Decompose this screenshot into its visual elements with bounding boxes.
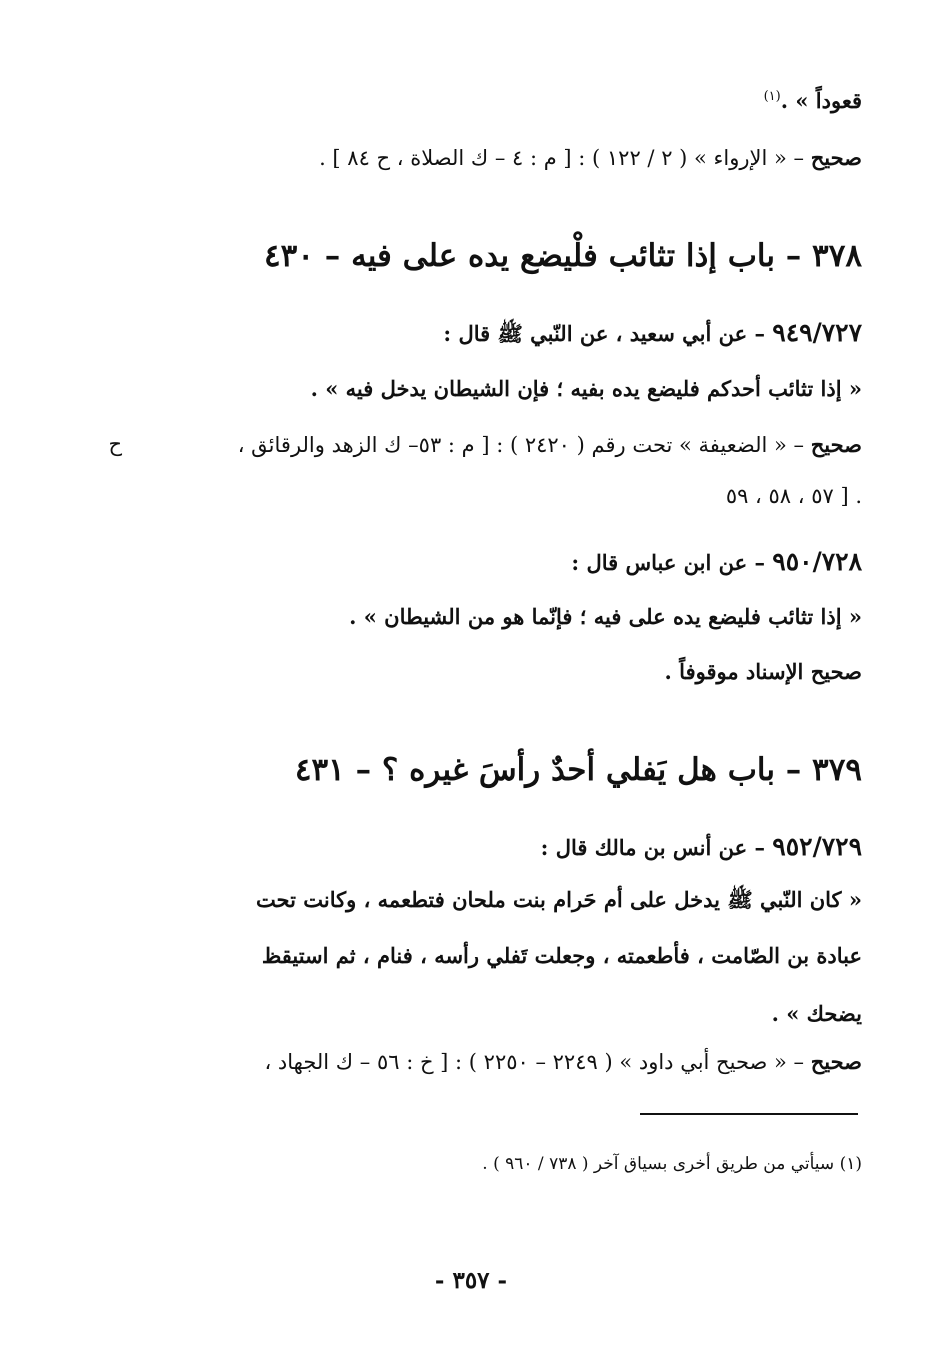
hadith-matn: يضحك » . — [771, 1001, 862, 1026]
hadith-number: ٩٥٢/٧٢٩ — [772, 832, 862, 861]
hadith-matn: « إذا تثائب أحدكم فليضع يده بفيه ؛ فإن الشيطان يدخل فيه » . — [310, 376, 862, 401]
hadith-header-729 — [541, 832, 862, 862]
grading-source: – « الإرواء » ( ٢ / ١٢٢ ) : [ م : ٤ – ك الصلاة ، ح ٨٤ ] . — [319, 146, 811, 170]
grading-line — [264, 1049, 862, 1075]
grading-line — [319, 145, 862, 171]
hadith-matn: عبادة بن الصّامت ، فأطعمته ، وجعلت تَفلي رأسه ، فنام ، ثم استيقظ — [261, 943, 862, 968]
hadith-matn: « إذا تثائب فليضع يده على فيه ؛ فإنّما هو من الشيطان » . — [349, 604, 862, 629]
hadith-isnad: – عن ابن عباس قال : — [571, 550, 773, 575]
grading-hadith-marker: ح — [108, 432, 122, 456]
grading-source: – « الضعيفة » تحت رقم ( ٢٤٢٠ ) : [ م : ٥٣– ك الزهد والرقائق ، — [237, 433, 811, 457]
hadith-matn: « كان النّبي ﷺ يدخل على أم حَرام بنت ملحان فتطعمه ، وكانت تحت — [255, 887, 862, 912]
grading-line: صحيح الإسناد موقوفاً . — [664, 659, 862, 684]
grading-label: صحيح — [810, 432, 862, 457]
footnote-divider — [640, 1113, 858, 1115]
footnote-ref: (١) — [763, 89, 781, 104]
hadith-header-728 — [571, 547, 862, 577]
grading-continuation: ٥٧ ، ٥٨ ، ٥٩ ] . — [725, 484, 862, 508]
hadith-header-727 — [443, 318, 862, 348]
grading-source: – « صحيح أبي داود » ( ٢٢٤٩ – ٢٢٥٠ ) : [ خ : ٥٦ – ك الجهاد ، — [264, 1050, 811, 1074]
text-line — [764, 88, 862, 114]
quote-end: قعوداً » . — [780, 88, 862, 113]
grading-label: صحيح — [810, 1049, 862, 1074]
hadith-isnad: – عن أبي سعيد ، عن النّبي ﷺ قال : — [443, 321, 773, 346]
page-number: - ٣٥٧ - — [434, 1267, 508, 1294]
grading-label: صحيح — [810, 145, 862, 170]
footnote: (١) سيأتي من طريق أخرى بسياق آخر ( ٧٣٨ / ٩٦٠ ) . — [482, 1154, 862, 1174]
chapter-heading-379: ٣٧٩ – باب هل يَفلي أحدٌ رأسَ غيره ؟ – ٤٣١ — [294, 752, 862, 788]
hadith-number: ٩٤٩/٧٢٧ — [772, 318, 862, 347]
hadith-isnad: – عن أنس بن مالك قال : — [540, 835, 773, 860]
grading-line — [238, 432, 862, 458]
chapter-heading-378: ٣٧٨ – باب إذا تثائب فلْيضع يده على فيه – ٤٣٠ — [264, 238, 862, 274]
hadith-number: ٩٥٠/٧٢٨ — [772, 547, 862, 576]
